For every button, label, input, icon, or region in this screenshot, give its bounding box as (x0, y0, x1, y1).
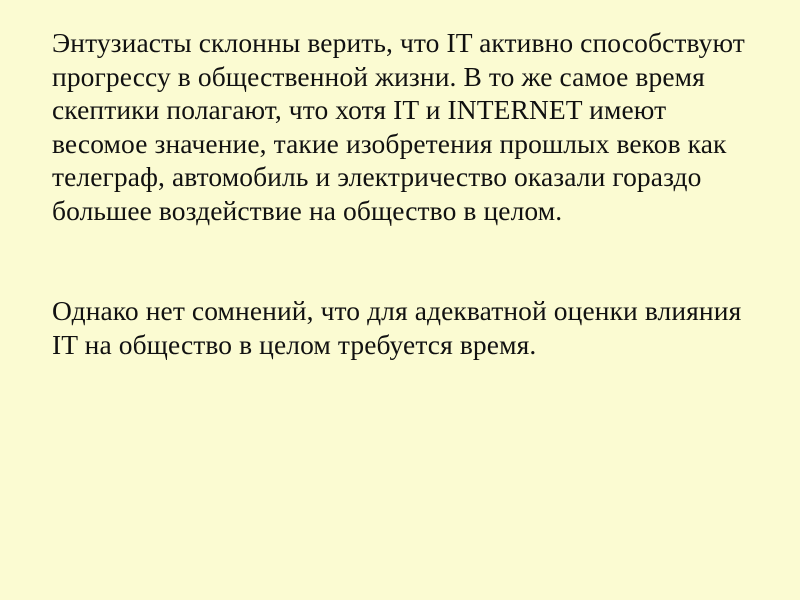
paragraph-2: Однако нет сомнений, что для адекватной оценки влияния IT на общество в целом требуется время. (52, 295, 742, 360)
paragraph-spacer (52, 227, 766, 294)
paragraph-1: Энтузиасты склонны верить, что IT активно способствуют прогрессу в общественной жизни. В то же самое время скептики полагают, что хотя IT и INTERNET имеют весомое значение, такие изобретения прошлых веков как телеграф, автомобиль и электричество оказали гораздо большее воздействие на общество в целом. (52, 27, 745, 226)
slide-body (52, 26, 766, 361)
